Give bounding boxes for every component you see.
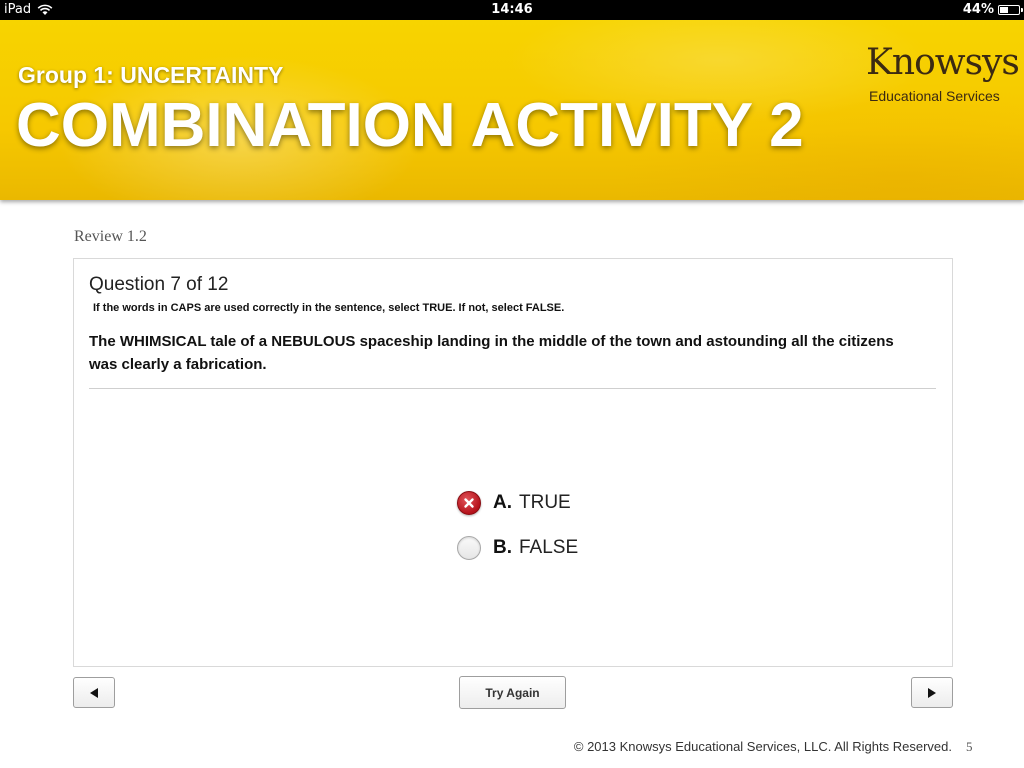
logo-wordmark: Knowsys [866,42,1019,83]
incorrect-x-icon[interactable] [457,491,481,515]
status-bar-right [963,2,1020,17]
option-letter: A. [493,492,512,513]
section-label: Review 1.2 [74,228,147,245]
option-text: FALSE [519,537,579,558]
divider [89,388,936,389]
triangle-right-icon [926,687,938,699]
status-bar [0,0,1024,20]
device-name: iPad [4,2,32,17]
battery-icon [998,5,1020,15]
battery-fill [1000,7,1008,13]
question-instructions: If the words in CAPS are used correctly in the sentence, select TRUE. If not, select FALSE. [93,302,565,314]
knowsys-logo [866,42,1019,106]
question-counter: Question 7 of 12 [89,274,229,295]
question-card [73,258,953,667]
battery-percent: 44% [962,2,994,17]
copyright-footer: © 2013 Knowsys Educational Services, LLC. All Rights Reserved. [573,739,952,754]
previous-button[interactable] [73,677,115,708]
x-mark-icon [463,497,475,509]
clock: 14:46 [491,2,533,17]
option-text: TRUE [519,492,571,513]
option-letter: B. [493,537,512,558]
radio-button[interactable] [457,536,481,560]
group-label: Group 1: UNCERTAINTY [18,62,284,88]
question-prompt: The WHIMSICAL tale of a NEBULOUS spaceship landing in the middle of the town and astounding all the citizens was clearly a fabrication. [89,333,894,373]
header-banner [0,20,1024,200]
page-number: 5 [966,739,973,754]
try-again-button[interactable]: Try Again [459,676,566,709]
page-title: COMBINATION ACTIVITY 2 [16,91,804,160]
triangle-left-icon [88,687,100,699]
next-button[interactable] [911,677,953,708]
logo-tagline: Educational Services [869,88,1000,104]
option-b[interactable] [457,536,578,560]
option-a[interactable] [457,491,571,515]
